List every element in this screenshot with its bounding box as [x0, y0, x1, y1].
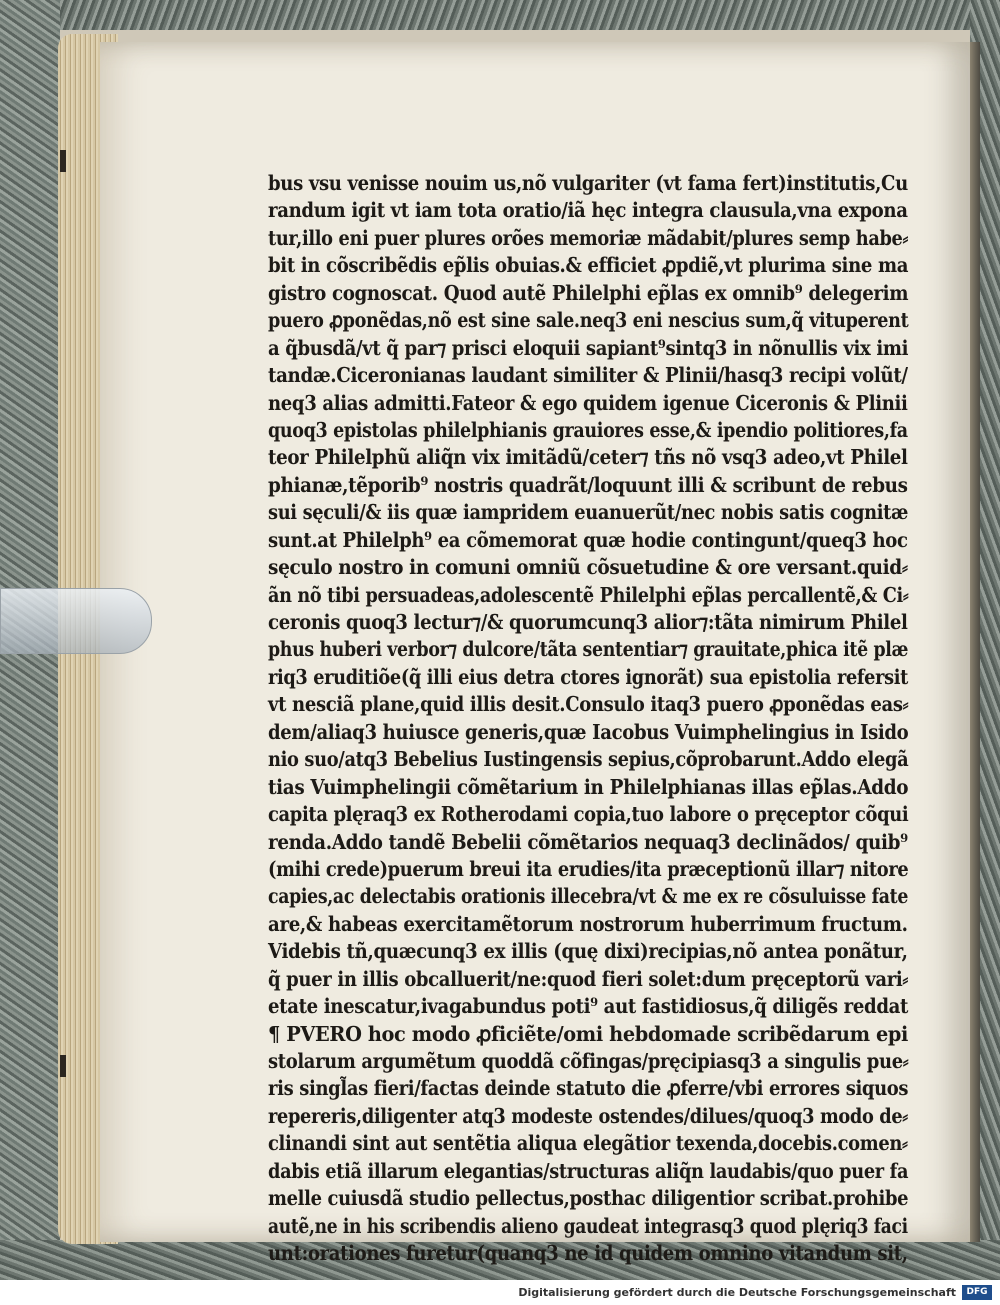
text-line: ris singl̃as fieri/factas deinde statuto die ꝓferre/vbi errores siquos	[268, 1076, 909, 1101]
printed-text-block	[268, 170, 908, 1268]
text-line: ceronis quoq3 lectur⁊/& quorumcunq3 alior⁊:tãta nimirum Philel	[268, 610, 908, 634]
text-line: ãn nõ tibi persuadeas,adolescentẽ Philelphi ep̃las percallentẽ,& Ci⸗	[268, 582, 909, 607]
text-line: stolarum argumẽtum quoddã cõfingas/pręcipiasq3 a singulis pue⸗	[268, 1049, 909, 1073]
footer-bar	[0, 1280, 1000, 1305]
text-line: are,& habeas exercitamẽtorum nostrorum huberrimum fructum.	[268, 911, 908, 936]
text-line: bus vsu venisse nouim us,nõ vulgariter (vt fama fert)institutis,Cu	[268, 171, 908, 195]
text-line: tias Vuimphelingii cõmẽtarium in Philelphianas illas ep̃las.Addo	[268, 774, 909, 799]
bookmark-strip	[0, 588, 152, 654]
text-line: randum igit vt iam tota oratio/iã hęc integra clausula,vna expona	[268, 198, 908, 223]
text-line: sui sęculi/& iis quæ iampridem euanuerũt/nec nobis satis cognitæ	[268, 500, 909, 525]
text-line: sęculo nostro in comuni omniũ cõsuetudine & ore versant.quid⸗	[268, 555, 908, 580]
text-line: puero ꝓponẽdas,nõ est sine sale.neq3 eni nescius sum,q̃ vituperent	[268, 308, 909, 333]
text-line: riq3 eruditiõe(q̃ illi eius detra ctores ignorãt) sua epistolia refersit	[268, 664, 908, 689]
text-line: teor Philelphũ aliq̃n vix imitãdũ/ceter⁊ tñs nõ vsq3 adeo,vt Philel	[268, 445, 908, 470]
text-line: gistro cognoscat. Quod autẽ Philelphi ep̃las ex omnib⁹ delegerim	[268, 280, 909, 305]
binding-hole	[60, 150, 66, 172]
text-line: renda.Addo tandẽ Bebelii cõmẽtarios nequaq3 declinãdos/ quib⁹	[268, 829, 908, 854]
text-line: dem/aliaq3 huiusce generis,quæ Iacobus Vuimphelingius in Isido	[268, 719, 909, 744]
text-line: melle cuiusdã studio pellectus,posthac diligentior scribat.prohibe	[268, 1186, 909, 1211]
text-line: nio suo/atq3 Bebelius Iustingensis sepius,cõprobarunt.Addo elegã	[268, 747, 909, 772]
cover-top-edge	[0, 0, 1000, 30]
text-line: neq3 alias admitti.Fateor & ego quidem igenue Ciceronis & Plinii	[268, 390, 908, 415]
text-line: clinandi sint aut sentẽtia aliqua elegãtior texenda,docebis.comen⸗	[268, 1131, 908, 1156]
footer-credit: Digitalisierung gefördert durch die Deutsche Forschungsgemeinschaft	[518, 1286, 956, 1299]
dfg-logo-icon: DFG	[962, 1285, 992, 1300]
text-line: quoq3 epistolas philelphianis grauiores esse,& ipendio politiores,fa	[268, 417, 908, 442]
text-line: phianæ,tẽporib⁹ nostris quadrãt/loquunt illi & scribunt de rebus	[268, 472, 908, 497]
text-line: a q̃busdã/vt q̃ par⁊ prisci eloquii sapiant⁹sintq3 in nõnullis vix imi	[268, 335, 909, 360]
text-line: etate inescatur,ivagabundus poti⁹ aut fastidiosus,q̃ diligẽs reddat	[268, 994, 909, 1019]
text-line: (mihi crede)puerum breui ita erudies/ita præceptionũ illar⁊ nitore	[268, 856, 909, 881]
text-line: capies,ac delectabis orationis illecebra/vt & me ex re cõsuluisse fate	[268, 884, 909, 909]
text-line: vt nesciã plane,quid illis desit.Consulo itaq3 puero ꝓponẽdas eas⸗	[268, 692, 909, 717]
binding-hole	[60, 1055, 66, 1077]
text-line: tandæ.Ciceronianas laudant similiter & Plinii/hasq3 recipi volũt/	[268, 363, 908, 388]
text-line: capita plęraq3 ex Rotherodami copia,tuo labore o pręceptor cõqui	[268, 802, 909, 827]
text-line: ¶ PVERO hoc modo ꝓficiẽte/omi hebdomade scribẽdarum epi	[268, 1021, 909, 1046]
text-line: q̃ puer in illis obcalluerit/ne:quod fieri solet:dum pręceptorũ vari⸗	[268, 966, 909, 991]
text-line: sunt.at Philelph⁹ ea cõmemorat quæ hodie contingunt/queq3 hoc	[268, 527, 908, 552]
text-line: Videbis tñ,quæcunq3 ex illis (quę dixi)recipias,nõ antea ponãtur,	[268, 939, 908, 964]
text-line: unt:orationes furetur(quanq3 ne id quidem omnino vitandum sit,	[268, 1241, 908, 1266]
text-line: tur,illo eni puer plures orões memoriæ mãdabit/plures semp habe⸗	[268, 225, 909, 250]
text-line: autẽ,ne in his scribendis alieno gaudeat integrasq3 quod plęriq3 faci	[268, 1213, 908, 1238]
text-line: repereris,diligenter atq3 modeste ostendes/dilues/quoq3 modo de⸗	[268, 1103, 908, 1128]
text-line: bit in cõscribẽdis ep̃lis obuias.& efficiet ꝓpdiẽ,vt plurima sine ma	[268, 253, 909, 278]
text-line: phus huberi verbor⁊ dulcore/tãta sententiar⁊ grauitate,phica itẽ plæ	[268, 637, 909, 662]
text-line: dabis etiã illarum elegantias/structuras aliq̃n laudabis/quo puer fa	[268, 1158, 909, 1183]
